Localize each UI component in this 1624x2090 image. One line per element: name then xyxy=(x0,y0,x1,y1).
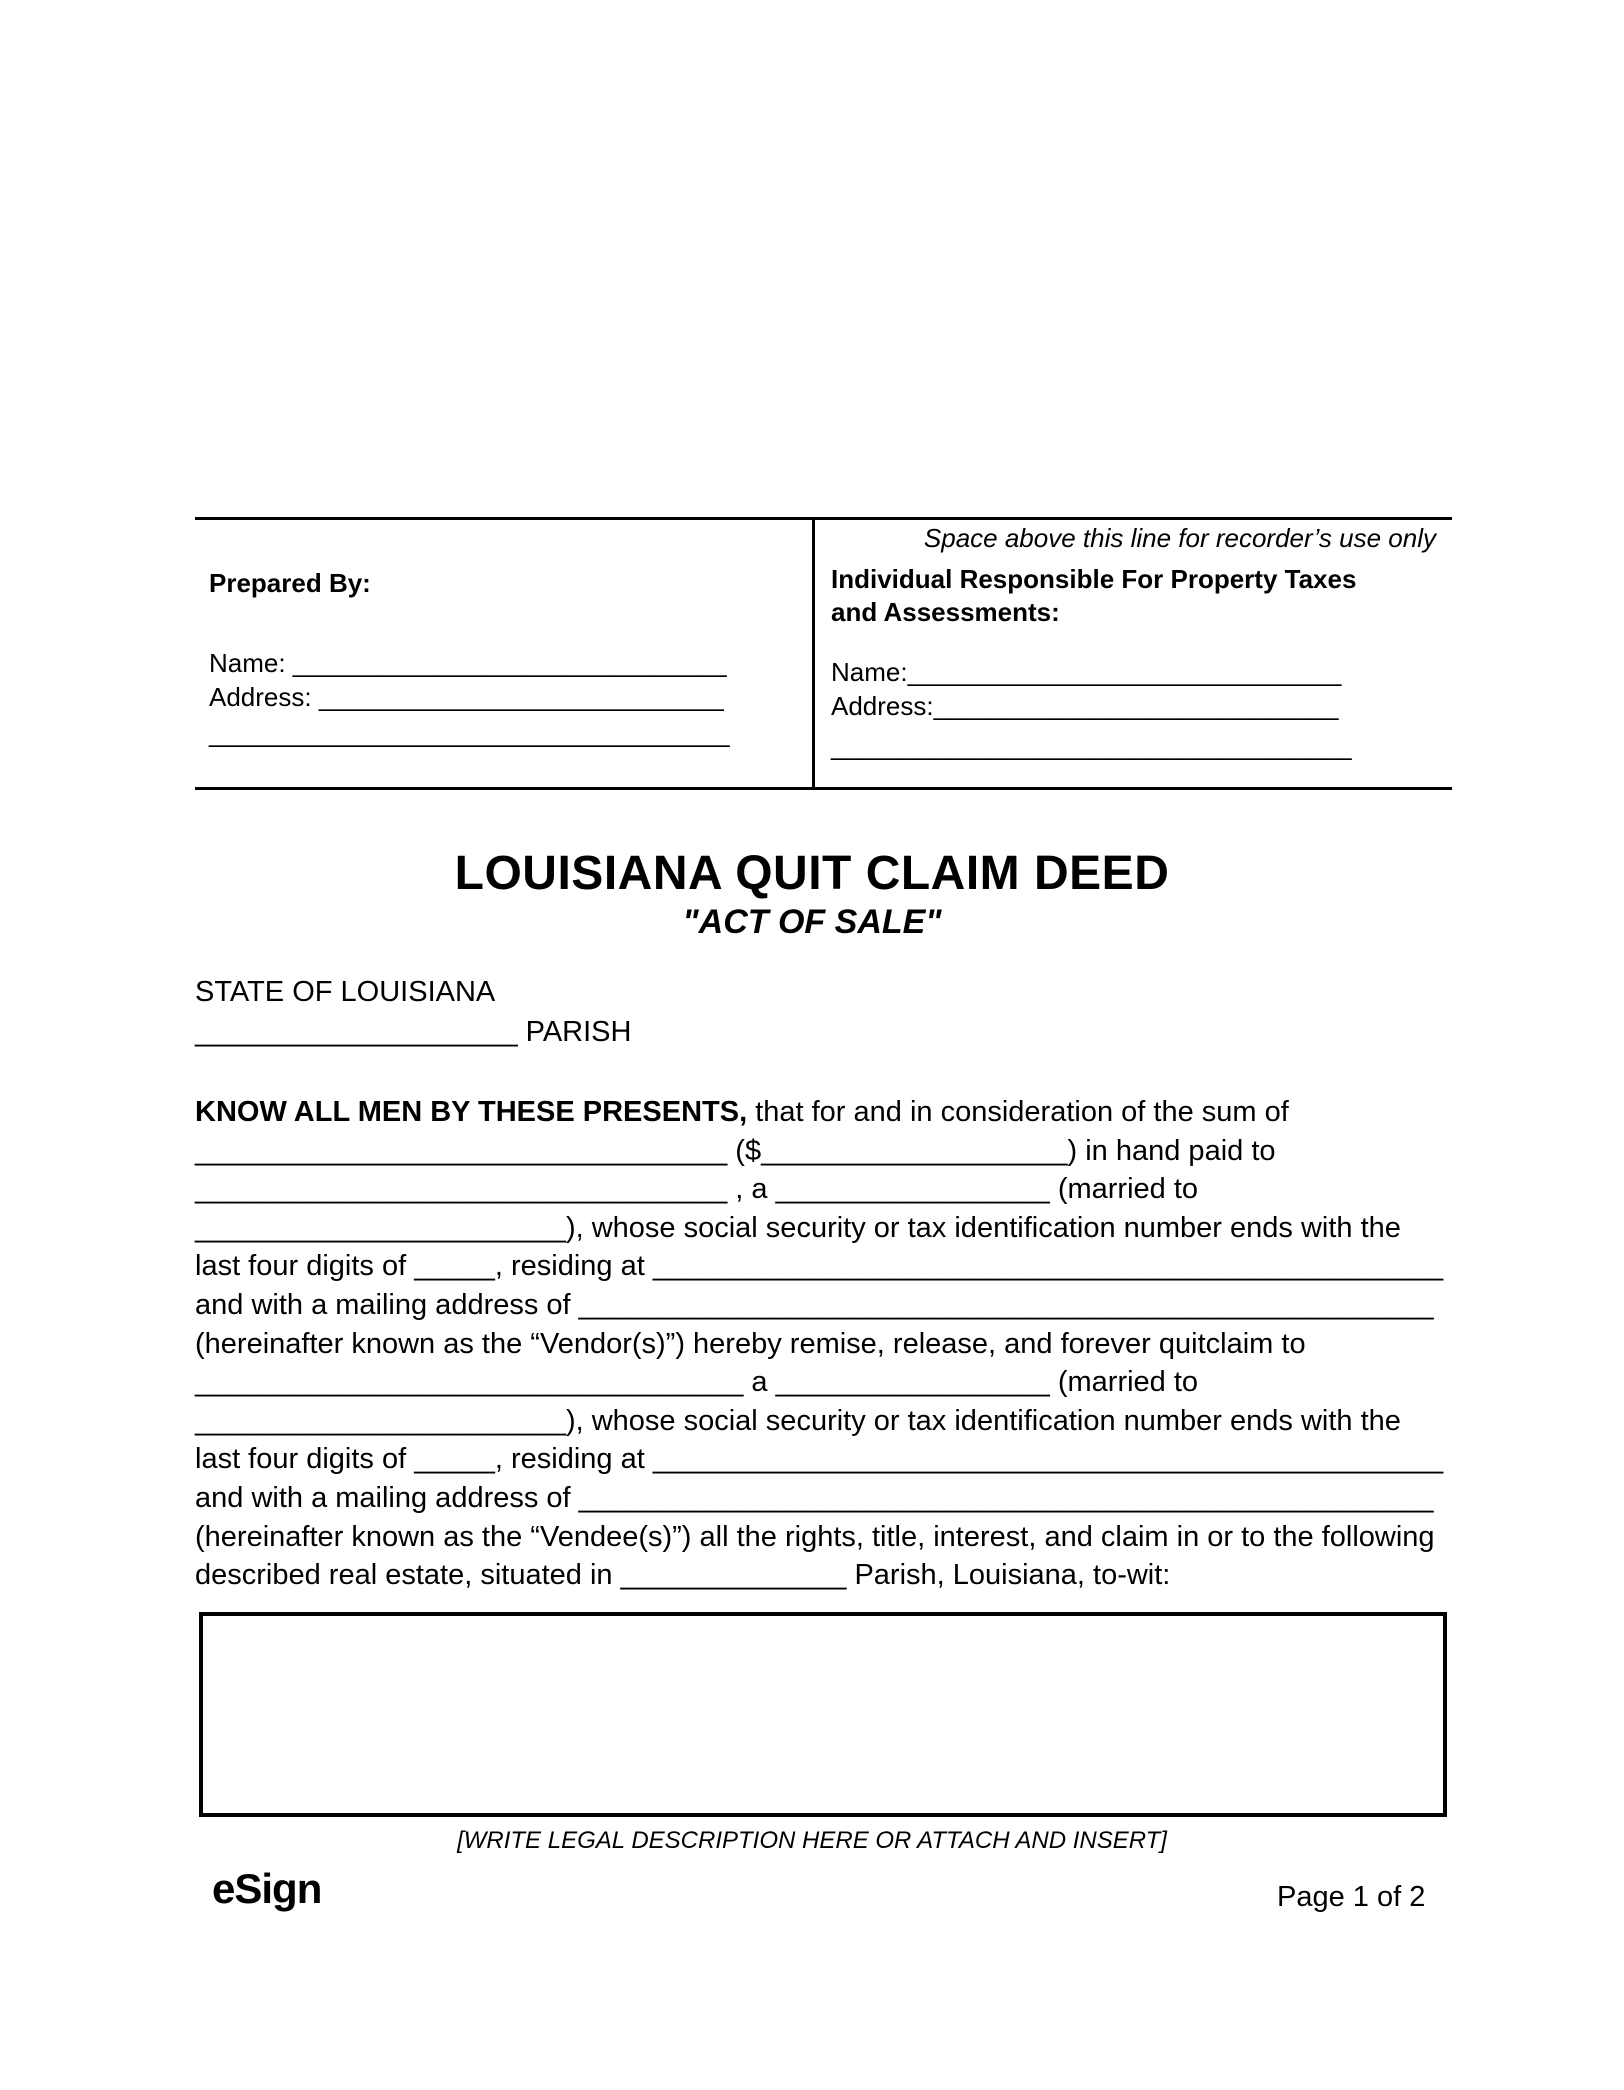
deed-body-lead-bold: KNOW ALL MEN BY THESE PRESENTS, xyxy=(195,1096,748,1128)
deed-body-line: _______________________), whose social security or tax identification number ends with the xyxy=(195,1211,1401,1244)
parish-line: ____________________ PARISH xyxy=(195,1016,632,1048)
prepared-by-blank-line: ____________________________________ xyxy=(209,718,730,748)
deed-body xyxy=(195,1093,1443,1595)
prepared-by-section xyxy=(195,520,812,787)
tax-responsible-name-line: Name:______________________________ xyxy=(831,657,1342,687)
esign-logo: eSign xyxy=(212,1865,322,1912)
recorder-use-note: Space above this line for recorder’s use only xyxy=(923,523,1436,553)
deed-body-line: _________________________________ , a _________________ (married to xyxy=(195,1173,1199,1206)
tax-responsible-fields xyxy=(831,655,1436,763)
prepared-by-title: Prepared By: xyxy=(209,568,371,598)
tax-responsible-address-line: Address:____________________________ xyxy=(831,691,1339,721)
prepared-by-fields xyxy=(209,646,812,750)
deed-body-line: last four digits of _____, residing at _________________________________________________ xyxy=(195,1250,1444,1283)
deed-body-line: (hereinafter known as the “Vendee(s)”) all the rights, title, interest, and claim in or to the following xyxy=(195,1520,1435,1553)
tax-responsible-blank-line: ____________________________________ xyxy=(831,731,1352,761)
prepared-by-name-line: Name: ______________________________ xyxy=(209,648,727,678)
document-subtitle: "ACT OF SALE" xyxy=(682,903,942,941)
state-line: STATE OF LOUISIANA xyxy=(195,976,496,1008)
deed-body-line: __________________________________ a _________________ (married to xyxy=(195,1366,1199,1399)
deed-body-line: last four digits of _____, residing at _________________________________________________ xyxy=(195,1443,1444,1476)
deed-body-line: described real estate, situated in ______________ Parish, Louisiana, to-wit: xyxy=(195,1559,1171,1592)
deed-body-line-lead xyxy=(195,1093,1443,1132)
jurisdiction-block xyxy=(195,972,631,1052)
deed-body-line: _________________________________ ($___________________) in hand paid to xyxy=(195,1134,1276,1167)
tax-responsible-title xyxy=(831,563,1436,629)
tax-responsible-title-line1: Individual Responsible For Property Taxes xyxy=(831,564,1357,594)
legal-description-box xyxy=(199,1612,1447,1817)
legal-description-caption: [WRITE LEGAL DESCRIPTION HERE OR ATTACH AND INSERT] xyxy=(457,1827,1167,1854)
tax-responsible-section xyxy=(812,520,1452,787)
document-title: LOUISIANA QUIT CLAIM DEED xyxy=(454,847,1170,900)
title-block xyxy=(0,846,1624,942)
prepared-by-address-line: Address: ____________________________ xyxy=(209,682,724,712)
page-indicator: Page 1 of 2 xyxy=(1277,1881,1426,1913)
deed-body-line: and with a mailing address of _____________________________________________________ xyxy=(195,1481,1434,1514)
deed-body-line: (hereinafter known as the “Vendor(s)”) hereby remise, release, and forever quitclaim to xyxy=(195,1327,1306,1360)
recorder-header-box xyxy=(195,517,1452,790)
tax-responsible-title-line2: and Assessments: xyxy=(831,597,1060,627)
deed-body-lead-rest: that for and in consideration of the sum of xyxy=(747,1096,1289,1128)
deed-body-line: and with a mailing address of _____________________________________________________ xyxy=(195,1288,1434,1321)
deed-body-line: _______________________), whose social security or tax identification number ends with the xyxy=(195,1404,1401,1437)
